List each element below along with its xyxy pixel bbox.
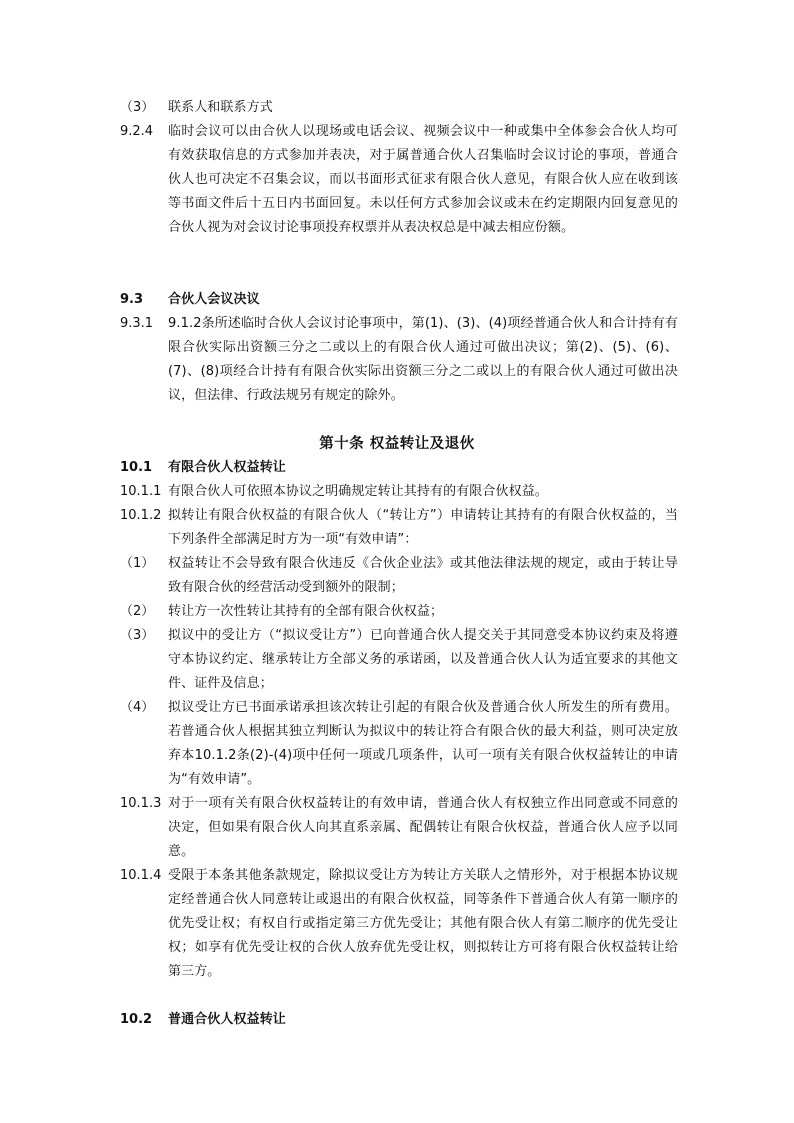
clause-text: 9.1.2条所述临时合伙人会议讨论事项中，第(1)、(3)、(4)项经普通合伙人和合计持有有限合伙实际出资额三分之二或以上的有限合伙人通过可做出决议；第(2)、(5)、(6)、(7)、(8)项经合计持有有限合伙实际出资额三分之二或以上的有限合伙人通过可做出决议，但法律、行政法规另有规定的除外。 [168,316,678,403]
clause-number: 10.1.3 [120,796,162,811]
condition-text: 拟议受让方已书面承诺承担该次转让引起的有限合伙及普通合伙人所发生的所有费用。若普通合伙人根据其独立判断认为拟议中的转让符合有限合伙的最大利益，则可决定放弃本10.1.2条(2)-(4)项中任何一项或几项条件，认可一项有关有限合伙权益转让的申请为“有效申请”。 [168,700,678,787]
clause-number: 10.1.4 [120,868,162,883]
clause-number: （3） [120,100,155,115]
section-number: 10.2 [120,1012,153,1027]
clause-text: 对于一项有关有限合伙权益转让的有效申请，普通合伙人有权独立作出同意或不同意的决定，但如果有限合伙人向其直系亲属、配偶转让有限合伙权益，普通合伙人应予以同意。 [168,796,678,859]
condition-number: （4） [120,700,155,715]
clause-number: 10.1.2 [120,508,162,523]
section-heading: 有限合伙人权益转让 [168,460,286,475]
clause-text: 联系人和联系方式 [168,100,273,115]
clause-text: 有限合伙人可依照本协议之明确规定转让其持有的有限合伙权益。 [168,484,548,499]
clause-number: 9.2.4 [120,124,154,139]
condition-number: （2） [120,604,155,619]
condition-number: （3） [120,628,155,643]
condition-text: 转让方一次性转让其持有的全部有限合伙权益； [168,604,444,619]
section-heading: 合伙人会议决议 [168,292,260,307]
section-heading: 普通合伙人权益转让 [168,1012,286,1027]
condition-text: 拟议中的受让方（“拟议受让方”）已向普通合伙人提交关于其同意受本协议约束及将遵守本协议约定、继承转让方全部义务的承诺函，以及普通合伙人认为适宜要求的其他文件、证件及信息； [168,628,678,691]
clause-number: 10.1.1 [120,484,162,499]
clause-text: 临时会议可以由合伙人以现场或电话会议、视频会议中一种或集中全体参会合伙人均可有效获取信息的方式参加并表决，对于属普通合伙人召集临时会议讨论的事项，普通合伙人也可决定不召集会议，而以书面形式征求有限合伙人意见，有限合伙人应在收到该等书面文件后十五日内书面回复。未以任何方式参加会议或未在约定期限内回复意见的合伙人视为对会议讨论事项投弃权票并从表决权总是中减去相应份额。 [168,124,678,235]
section-number: 10.1 [120,460,153,475]
condition-number: （1） [120,556,155,571]
clause-text: 拟转让有限合伙权益的有限合伙人（“转让方”）申请转让其持有的有限合伙权益的，当下列条件全部满足时方为一项“有效申请”： [168,508,678,547]
clause-text: 受限于本条其他条款规定，除拟议受让方为转让方关联人之情形外，对于根据本协议规定经普通合伙人同意转让或退出的有限合伙权益，同等条件下普通合伙人有第一顺序的优先受让权；有权自行或指定第三方优先受让；其他有限合伙人有第二顺序的优先受让权；如享有优先受让权的合伙人放弃优先受让权，则拟转让方可将有限合伙权益转让给第三方。 [168,868,678,979]
clause-number: 9.3.1 [120,316,154,331]
condition-text: 权益转让不会导致有限合伙违反《合伙企业法》或其他法律法规的规定，或由于转让导致有限合伙的经营活动受到额外的限制； [168,556,678,595]
section-number: 9.3 [120,292,144,307]
article-title: 第十条 权益转让及退伙 [319,436,475,452]
